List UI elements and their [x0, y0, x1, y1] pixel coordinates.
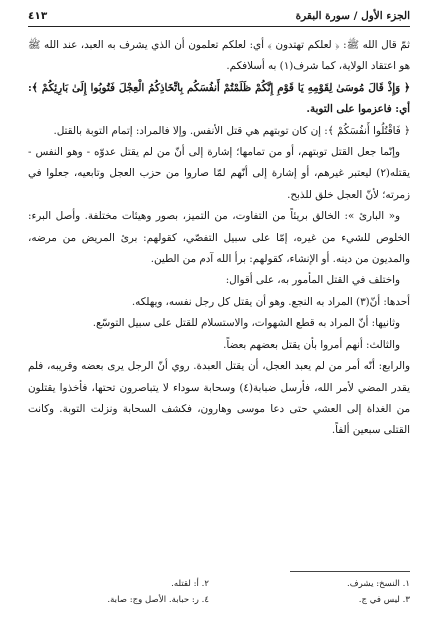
- footnotes: [28, 571, 410, 607]
- quran-verse-paragraph-2: ﴿ فَاقْتُلُوا أَنفُسَكُمْ ﴾: إن كان توبتهم هي قتل الأنفس. وإلا فالمراد: إتمام التوبة بالقتل.: [53, 124, 410, 137]
- page: [28, 10, 410, 615]
- page-number: ٤١٣: [28, 10, 48, 22]
- running-title: الجزء الأول / سورة البقرة: [295, 10, 410, 22]
- quran-verse-paragraph: ﴿ وَإِذْ قَالَ مُوسَىٰ لِقَوْمِهِ يَا قَوْمِ إِنَّكُمْ ظَلَمْتُمْ أَنفُسَكُم بِاتِّخَاذِكُمُ الْعِجْلَ فَتُوبُوا إِلَىٰ بَارِئِكُمْ ﴾: أي: فاعزموا على التوبة.: [28, 81, 410, 116]
- footnote-2: ٢. أ: لقتله.: [171, 579, 209, 589]
- page-header: [28, 10, 410, 27]
- opinion-first: أحدها: أنّ(٣) المراد به النجع. وهو أن يقتل كل رجل نفسه، ويهلكه.: [131, 295, 410, 308]
- paragraph-repentance: وإنّما جعل القتل توبتهم، أو من تمامها؛ إشارة إلى أنّ من لم يقتل عدوّه - وهو النفس - يقتله(٢) ليعتبر غيرهم، أو إشارة إلى أنّهم لمّا صاروا من حزب العجل وتابعيه، جعلوا في زمرته؛ لأنّ العجل خلق للذبح.: [28, 146, 410, 201]
- footnote-1: ١. النسخ: يشرف.: [347, 579, 410, 589]
- footnote-divider: [290, 571, 410, 572]
- paragraph-intro: ثمّ قال الله ﷺ: ﴿ لعلكم تهتدون ﴾ أي: لعلكم تعلمون أن الذي يشرف به العبد، عند الله ﷺ هو اعتقاد الولاية، كما شرف(١) به أسلافكم.: [28, 39, 410, 73]
- paragraph-opinions-intro: واختلف في القتل المأمور به، على أقوال:: [225, 274, 400, 287]
- opinion-third: والثالث: أنهم أمروا بأن يقتل بعضهم بعضاً.: [223, 338, 400, 351]
- footnote-3: ٣. ليس في ج.: [358, 595, 410, 605]
- opinion-second: وثانيها: أنّ المراد به قطع الشهوات، والاستسلام للقتل على سبيل التوسّع.: [92, 317, 400, 330]
- main-text: [28, 35, 410, 442]
- footnote-4: ٤. ر: حبابة. الأصل وج: صابة.: [107, 595, 209, 605]
- opinion-fourth: والرابع: أنّه أمر من لم يعبد العجل، أن يقتل العبدة. روي أنّ الرجل يرى بعضه وقريبه، فلم يقدر المضي لأمر الله، فأرسل ضبابة(٤) وسحابة سوداء لا يتباصرون تحتها، فأخذوا يقتلون من الغداة إلى العشي حتى دعا موسى وهارون، فكشف السحابة ونزلت التوبة. وكانت القتلى سبعين ألفاً.: [28, 360, 410, 437]
- paragraph-al-bari: و« البارئ »: الخالق بريئاً من التفاوت، من التميز، بصور وهيئات مختلفة. وأصل البرء: الخلوص للشيء من غيره، إمّا على سبيل التفصّي، كقولهم: برئ المريض من مرضه، والمديون من دينه. أو الإنشاء، كقولهم: برأ الله آدم من الطين.: [28, 210, 410, 266]
- footnote-grid: [28, 578, 410, 607]
